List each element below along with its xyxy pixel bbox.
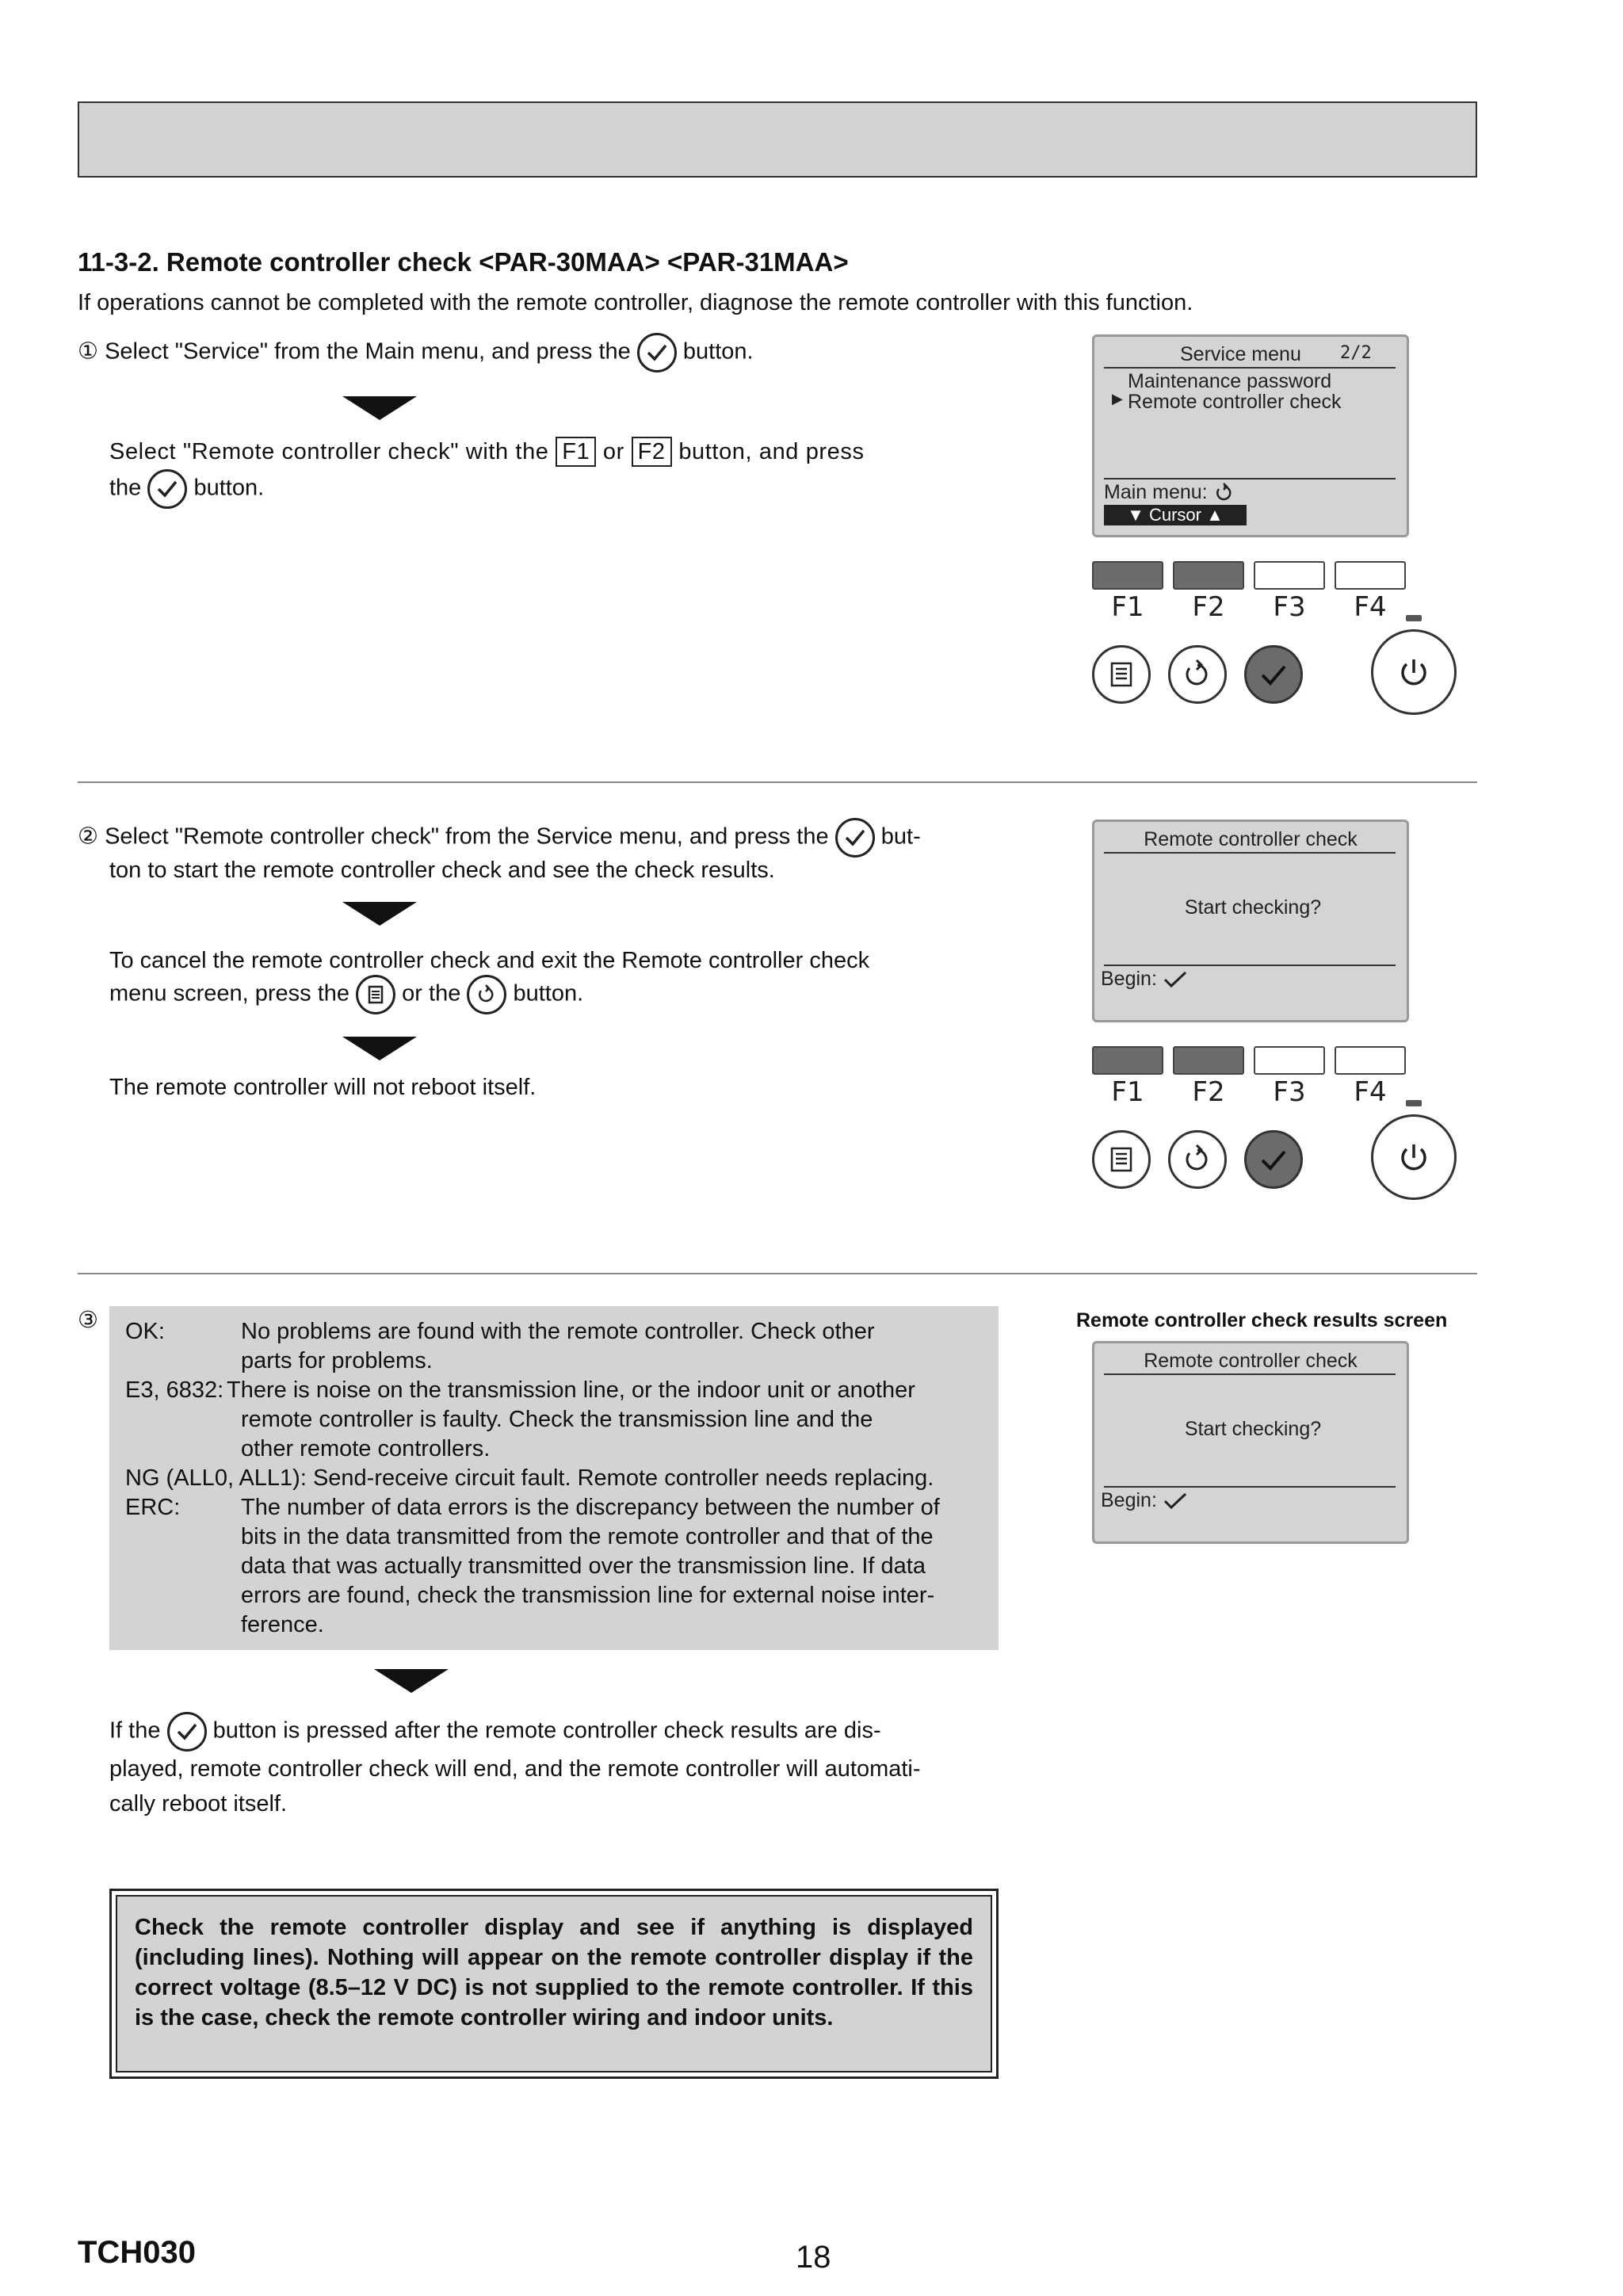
check-icon [1163, 970, 1188, 989]
check-button-icon [835, 818, 875, 858]
section-intro: If operations cannot be completed with the remote controller, diagnose the remote controller with this function. [78, 290, 1193, 315]
step2-line1: ② Select "Remote controller check" from the Service menu, and press the but- [78, 818, 973, 858]
step2-cancel1: To cancel the remote controller check and exit the Remote controller check [109, 948, 870, 973]
check-button-icon [637, 333, 677, 372]
step1-line2: Select "Remote controller check" with the F1 or F2 button, and press [109, 434, 969, 469]
footer-model: TCH030 [78, 2235, 196, 2270]
down-arrow-icon [342, 902, 417, 926]
result-codes-box: OK: No problems are found with the remote controller. Check other parts for problems. E3, 6832: There is noise on the transmission line, or the indoor unit or another remote controller is faulty. Check the transmission line and the other remote controllers. NG (ALL0, ALL1): Send-receive circuit fault. Remote controller needs replacing. ERC: The number of data errors is the discrepancy between the number of bits in the data transmitted from the remote controller and that of the data that was actually transmitted over the transmission line. If data errors are found, check the transmission line for external noise inter- ference. [109, 1306, 999, 1650]
step2-line2: ton to start the remote controller check and see the check results. [109, 858, 775, 883]
f2-button[interactable] [1173, 1046, 1244, 1075]
f4-button[interactable] [1335, 561, 1406, 590]
menu-button[interactable] [1092, 1130, 1151, 1189]
step2-cancel2: menu screen, press the or the button. [109, 975, 583, 1014]
separator [78, 781, 1477, 783]
status-led [1406, 615, 1422, 621]
code-label-ok: OK: [125, 1319, 165, 1344]
separator [78, 1273, 1477, 1274]
lcd-menu-item: Maintenance password [1128, 370, 1332, 392]
step-marker: ② [78, 823, 98, 850]
lcd-title: Remote controller check [1144, 1350, 1358, 1372]
return-button-icon [467, 975, 506, 1014]
power-button[interactable] [1371, 629, 1457, 715]
step3-after1: If the button is pressed after the remote controller check results are dis- [109, 1712, 999, 1752]
power-button[interactable] [1371, 1114, 1457, 1200]
status-led [1406, 1100, 1422, 1106]
menu-button-icon [356, 975, 395, 1014]
f2-label: F2 [1192, 591, 1225, 623]
step3-after3: cally reboot itself. [109, 1791, 288, 1817]
f2-button[interactable] [1173, 561, 1244, 590]
check-button[interactable] [1244, 1130, 1303, 1189]
step-marker: ① [78, 338, 98, 365]
screen-caption: Remote controller check results screen [1076, 1309, 1448, 1331]
step3-after2: played, remote controller check will end, and the remote controller will automati- [109, 1756, 921, 1782]
return-button[interactable] [1168, 1130, 1227, 1189]
lcd-title: Service menu [1180, 343, 1301, 365]
step2-noreboot: The remote controller will not reboot itself. [109, 1075, 537, 1100]
step1-line3: the button. [109, 469, 264, 509]
f1-button[interactable] [1092, 561, 1163, 590]
warning-box [109, 1889, 999, 2079]
code-line-ng: NG (ALL0, ALL1): Send-receive circuit fault. Remote controller needs replacing. [125, 1465, 934, 1491]
f4-label: F4 [1354, 1076, 1387, 1108]
f4-button[interactable] [1335, 1046, 1406, 1075]
lcd-cursor-bar: ▼ Cursor ▲ [1104, 505, 1247, 525]
check-button-icon [167, 1712, 207, 1752]
f3-button[interactable] [1254, 561, 1325, 590]
header-bar [78, 101, 1477, 178]
step1-line1: ① Select "Service" from the Main menu, and press the button. [78, 333, 754, 372]
lcd-screen-service-menu [1092, 334, 1409, 537]
lcd-body: Start checking? [1184, 1418, 1322, 1440]
lcd-page-indicator: 2/2 [1340, 343, 1372, 363]
f2-key-icon: F2 [632, 437, 672, 467]
f3-label: F3 [1273, 1076, 1306, 1108]
f1-label: F1 [1111, 1076, 1144, 1108]
remote-buttons-panel-2 [1092, 1045, 1457, 1203]
f1-label: F1 [1111, 591, 1144, 623]
code-label-erc: ERC: [125, 1495, 181, 1520]
f3-label: F3 [1273, 591, 1306, 623]
menu-button[interactable] [1092, 645, 1151, 704]
return-icon [1213, 483, 1234, 503]
section-title: 11-3-2. Remote controller check <PAR-30MAA> <PAR-31MAA> [78, 247, 849, 277]
lcd-begin-label: Begin: [1101, 1489, 1188, 1512]
down-arrow-icon [342, 396, 417, 420]
warning-text: Check the remote controller display and see if anything is displayed (including lines). Nothing will appear on the remote controller display if the correct voltage (8.5–12 V DC) is not supplied to the remote controller. If this is the case, check the remote controller wiring and indoor units. [116, 1895, 992, 2073]
check-button[interactable] [1244, 645, 1303, 704]
step-marker: ③ [78, 1308, 98, 1333]
f2-label: F2 [1192, 1076, 1225, 1108]
lcd-main-menu-label: Main menu: [1104, 481, 1234, 504]
lcd-title: Remote controller check [1144, 828, 1358, 850]
check-button-icon [147, 469, 187, 509]
f1-button[interactable] [1092, 1046, 1163, 1075]
f4-label: F4 [1354, 591, 1387, 623]
lcd-cursor-icon: ▶ [1112, 391, 1123, 407]
lcd-body: Start checking? [1184, 896, 1322, 919]
footer-page-number: 18 [796, 2240, 831, 2275]
f3-button[interactable] [1254, 1046, 1325, 1075]
lcd-menu-item-selected: Remote controller check [1128, 391, 1342, 413]
lcd-screen-results [1092, 1341, 1409, 1544]
f1-key-icon: F1 [556, 437, 596, 467]
check-icon [1163, 1492, 1188, 1511]
lcd-screen-check [1092, 819, 1409, 1022]
down-arrow-icon [342, 1037, 417, 1060]
lcd-begin-label: Begin: [1101, 968, 1188, 991]
code-label-e3: E3, 6832: [125, 1377, 224, 1403]
remote-buttons-panel-1 [1092, 560, 1457, 718]
return-button[interactable] [1168, 645, 1227, 704]
down-arrow-icon [374, 1669, 449, 1693]
